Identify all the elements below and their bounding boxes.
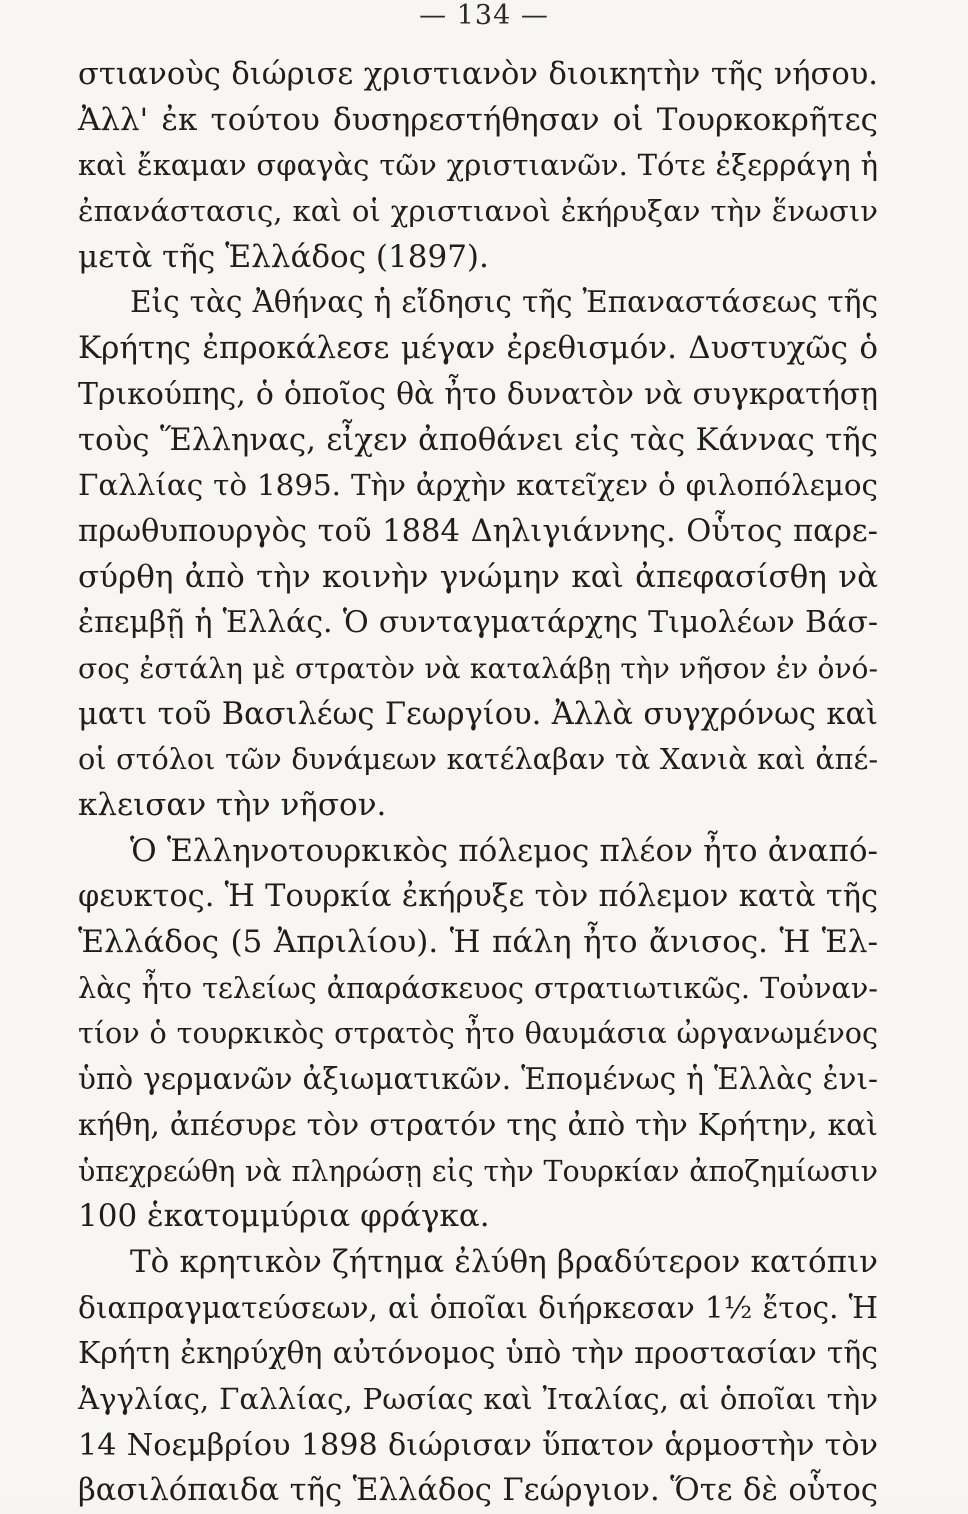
text-line: καὶ ἔκαμαν σφαγὰς τῶν χριστιανῶν. Τότε ἐξερράγη ἡ [78, 148, 878, 183]
text-line: Κρήτης ἐπροκάλεσε μέγαν ἐρεθισμόν. Δυστυχῶς ὁ [78, 330, 878, 367]
text-line: λὰς ἦτο τελείως ἀπαράσκευος στρατιωτικῶς. Τοὐναν- [78, 970, 878, 1005]
text-line: σύρθη ἀπὸ τὴν κοινὴν γνώμην καὶ ἀπεφασίσθη νὰ [78, 558, 878, 595]
body-text [78, 52, 878, 1514]
text-line: Ὁ Ἑλληνοτουρκικὸς πόλεμος πλέον ἦτο ἀναπό- [130, 832, 878, 869]
text-line: Κρήτη ἐκηρύχθη αὐτόνομος ὑπὸ τὴν προστασίαν τῆς [78, 1336, 878, 1372]
text-line: κήθη, ἀπέσυρε τὸν στρατόν της ἀπὸ τὴν Κρήτην, καὶ [78, 1107, 878, 1143]
text-line: οἱ στόλοι τῶν δυνάμεων κατέλαβαν τὰ Χανιὰ καὶ ἀπέ- [78, 742, 878, 777]
text-line: Ἀγγλίας, Γαλλίας, Ρωσίας καὶ Ἰταλίας, αἱ ὁποῖαι τὴν [78, 1381, 878, 1416]
text-line: διαπραγματεύσεων, αἱ ὁποῖαι διήρκεσαν 1½ ἔτος. Ἡ [78, 1290, 878, 1325]
text-line: ὑπεχρεώθη νὰ πληρώσῃ εἰς τὴν Τουρκίαν ἀποζημίωσιν [78, 1154, 878, 1188]
text-line: ἐπεμβῇ ἡ Ἑλλάς. Ὁ συνταγματάρχης Τιμολέων Βάσ- [78, 605, 878, 641]
text-line: μετὰ τῆς Ἑλλάδος (1897). [78, 238, 489, 275]
text-line: Ἑλλάδος (5 Ἀπριλίου). Ἡ πάλη ἦτο ἄνισος. Ἡ Ἑλ- [78, 924, 878, 961]
text-line: πρωθυπουργὸς τοῦ 1884 Δηλιγιάννης. Οὗτος παρε- [78, 513, 878, 549]
text-line: Ἀλλ' ἐκ τούτου δυσηρεστήθησαν οἱ Τουρκοκρῆτες [78, 101, 878, 138]
text-line: Τὸ κρητικὸν ζήτημα ἐλύθη βραδύτερον κατόπιν [130, 1243, 878, 1280]
text-line: Εἰς τὰς Ἀθήνας ἡ εἴδησις τῆς Ἐπαναστάσεως τῆς [130, 285, 878, 320]
text-line: ὑπὸ γερμανῶν ἀξιωματικῶν. Ἑπομένως ἡ Ἑλλὰς ἐνι- [78, 1062, 878, 1097]
page-number: — 134 — [419, 0, 549, 31]
text-line: βασιλόπαιδα τῆς Ἑλλάδος Γεώργιον. Ὅτε δὲ οὗτος [78, 1473, 878, 1509]
text-line: 100 ἑκατομμύρια φράγκα. [78, 1198, 490, 1235]
text-line: σος ἐστάλη μὲ στρατὸν νὰ καταλάβῃ τὴν νῆσον ἐν ὀνό- [78, 651, 878, 685]
text-line: τοὺς Ἕλληνας, εἶχεν ἀποθάνει εἰς τὰς Κάννας τῆς [78, 421, 878, 458]
text-line: τίον ὁ τουρκικὸς στρατὸς ἦτο θαυμάσια ὠργανωμένος [78, 1016, 878, 1051]
text-line: Γαλλίας τὸ 1895. Τὴν ἀρχὴν κατεῖχεν ὁ φιλοπόλεμος [78, 468, 878, 503]
text-line: ἐπανάστασις, καὶ οἱ χριστιανοὶ ἐκήρυξαν τὴν ἕνωσιν [78, 194, 878, 229]
text-line: 14 Νοεμβρίου 1898 διώρισαν ὕπατον ἁρμοστὴν τὸν [78, 1427, 878, 1463]
text-line: στιανοὺς διώρισε χριστιανὸν διοικητὴν τῆς νήσου. [78, 57, 878, 92]
text-line: ματι τοῦ Βασιλέως Γεωργίου. Ἀλλὰ συγχρόνως καὶ [78, 696, 878, 732]
text-line: Τρικούπης, ὁ ὁποῖος θὰ ἦτο δυνατὸν νὰ συγκρατήσῃ [78, 376, 878, 412]
text-line: φευκτος. Ἡ Τουρκία ἐκήρυξε τὸν πόλεμον κατὰ τῆς [78, 879, 878, 915]
text-line: κλεισαν τὴν νῆσον. [78, 787, 387, 823]
